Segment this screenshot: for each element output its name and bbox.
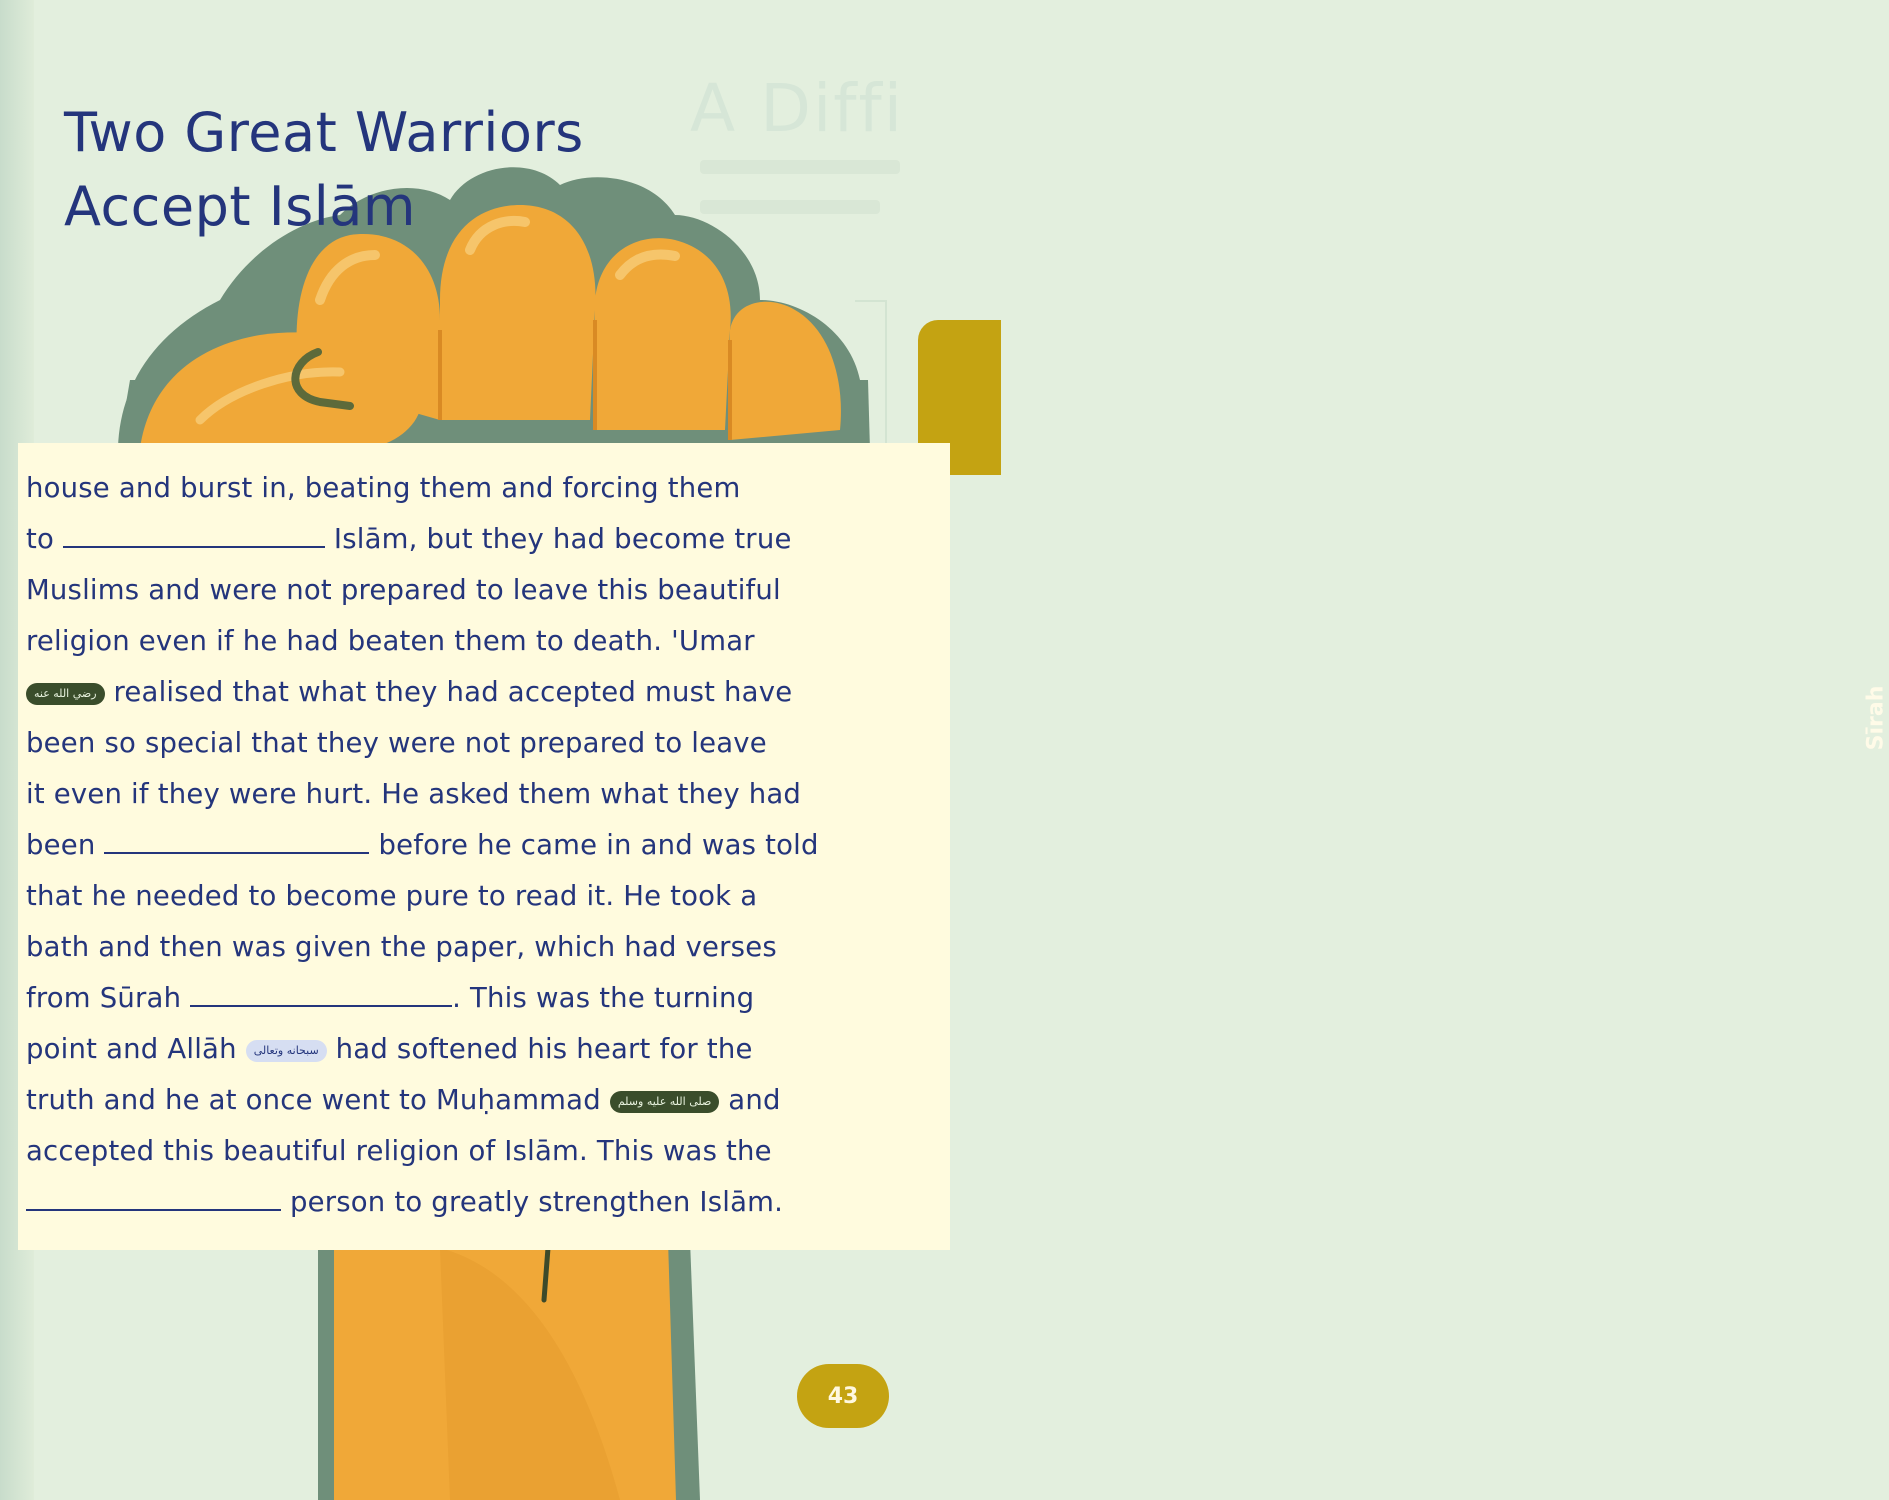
text-line: been so special that they were not prepared to leave — [26, 727, 767, 759]
passage-line — [26, 565, 936, 616]
text-line: truth and he at once went to Muḥammad — [26, 1084, 601, 1116]
text-line: bath and then was given the paper, which had verses — [26, 931, 777, 963]
text-line: religion even if he had beaten them to death. 'Umar — [26, 625, 755, 657]
text-line: to — [26, 523, 55, 555]
text-line: Muslims and were not prepared to leave this beautiful — [26, 574, 781, 606]
passage-line — [26, 1126, 936, 1177]
text-line: and — [728, 1084, 781, 1116]
fill-in-blank[interactable] — [104, 830, 369, 854]
title-line-1: Two Great Warriors — [64, 101, 584, 164]
passage-line — [26, 922, 936, 973]
fill-in-blank[interactable] — [63, 524, 325, 548]
honorific-badge: صلى الله عليه وسلم — [610, 1091, 720, 1113]
fill-in-blank[interactable] — [190, 983, 452, 1007]
passage-line — [26, 769, 936, 820]
worksheet-text-card — [18, 443, 950, 1250]
passage-line — [26, 718, 936, 769]
honorific-badge: رضي الله عنه — [26, 683, 105, 705]
passage-line — [26, 1177, 936, 1228]
passage-line — [26, 1024, 936, 1075]
text-line: that he needed to become pure to read it. He took a — [26, 880, 758, 912]
text-line: realised that what they had accepted must have — [113, 676, 793, 708]
passage-line — [26, 1075, 936, 1126]
text-line: from Sūrah — [26, 982, 182, 1014]
passage-line — [26, 973, 936, 1024]
passage-line — [26, 616, 936, 667]
text-line: person to greatly strengthen Islām. — [289, 1186, 784, 1218]
text-line: been — [26, 829, 96, 861]
worksheet-passage — [26, 463, 936, 1228]
text-line: accepted this beautiful religion of Islām. This was the — [26, 1135, 772, 1167]
text-line: . This was the turning — [452, 982, 755, 1014]
text-line: house and burst in, beating them and forcing them — [26, 472, 741, 504]
text-line: it even if they were hurt. He asked them what they had — [26, 778, 802, 810]
text-line: had softened his heart for the — [335, 1033, 753, 1065]
text-line: before he came in and was told — [378, 829, 819, 861]
title-line-2: Accept Islām — [64, 175, 416, 238]
passage-line — [26, 820, 936, 871]
passage-line — [26, 463, 936, 514]
honorific-badge: سبحانه وتعالى — [246, 1040, 327, 1062]
text-line: Islām, but they had become true — [333, 523, 792, 555]
page-title — [64, 96, 584, 244]
text-line: point and Allāh — [26, 1033, 237, 1065]
page-number-badge: 43 — [797, 1364, 889, 1428]
passage-line — [26, 667, 936, 718]
passage-line — [26, 871, 936, 922]
fill-in-blank[interactable] — [26, 1187, 281, 1211]
passage-line — [26, 514, 936, 565]
bleed-through-text: A Diffi — [690, 70, 905, 147]
section-tab-label: Sīrah — [1863, 685, 1889, 751]
